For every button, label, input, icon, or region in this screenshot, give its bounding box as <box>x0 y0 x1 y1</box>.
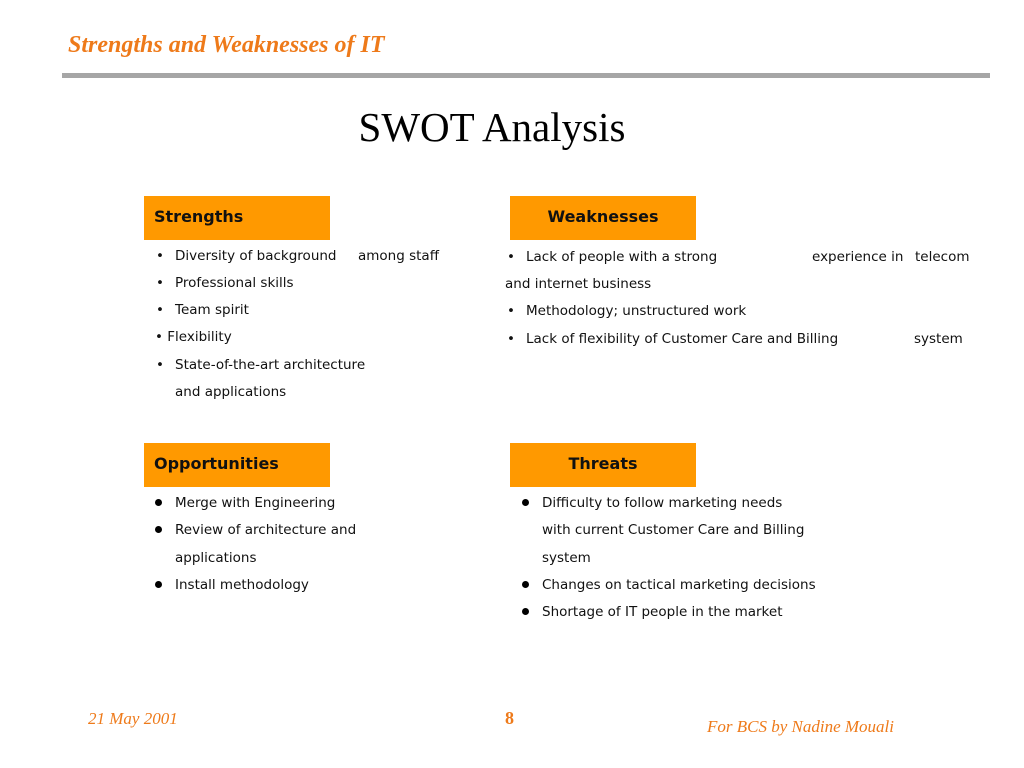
bullet-dot <box>522 499 529 506</box>
bullet: • <box>156 302 164 318</box>
opportunities-item-2: Review of architecture and <box>175 522 357 538</box>
threats-label: Threats <box>568 453 638 473</box>
weaknesses-label-box <box>510 196 696 240</box>
threats-item-3: Shortage of IT people in the market <box>542 604 783 620</box>
opportunities-label: Opportunities <box>154 453 279 473</box>
strengths-item-4: • Flexibility <box>155 329 232 345</box>
weaknesses-item-1-cont3: and internet business <box>505 276 652 292</box>
weaknesses-item-3-cont: system <box>914 331 963 347</box>
bullet-dot <box>155 526 162 533</box>
bullet: • <box>507 331 515 347</box>
weaknesses-item-2: Methodology; unstructured work <box>526 303 747 319</box>
footer-date: 21 May 2001 <box>88 709 178 728</box>
opportunities-label-box <box>144 443 330 487</box>
opportunities-item-2-cont: applications <box>175 550 257 566</box>
weaknesses-item-1: Lack of people with a strong <box>526 249 718 265</box>
bullet-dot <box>155 499 162 506</box>
threats-label-box <box>510 443 696 487</box>
page-number: 8 <box>505 708 514 728</box>
footer-credit: For BCS by Nadine Mouali <box>707 717 894 736</box>
weaknesses-item-1-cont: experience in <box>812 249 904 265</box>
strengths-label: Strengths <box>154 206 244 226</box>
bullet: • <box>507 303 515 319</box>
strengths-item-1: Diversity of background <box>175 248 337 264</box>
weaknesses-item-1-cont2: telecom <box>915 249 970 265</box>
bullet-dot <box>155 581 162 588</box>
bullet: • <box>156 248 164 264</box>
threats-item-1: Difficulty to follow marketing needs <box>542 495 783 511</box>
strengths-item-1-cont: among staff <box>358 248 439 264</box>
bullet-dot <box>522 581 529 588</box>
threats-item-1-cont2: system <box>542 550 591 566</box>
strengths-item-3: Team spirit <box>175 302 249 318</box>
bullet-dot <box>522 608 529 615</box>
header-title: Strengths and Weaknesses of IT <box>68 32 385 58</box>
opportunities-item-3: Install methodology <box>175 577 309 593</box>
strengths-label-box <box>144 196 330 240</box>
threats-item-2: Changes on tactical marketing decisions <box>542 577 816 593</box>
strengths-item-5: State-of-the-art architecture <box>175 357 366 373</box>
strengths-item-5-cont: and applications <box>175 384 287 400</box>
threats-item-1-cont: with current Customer Care and Billing <box>542 522 805 538</box>
bullet: • <box>507 249 515 265</box>
bullet: • <box>156 275 164 291</box>
bullet: • <box>156 357 164 373</box>
strengths-item-2: Professional skills <box>175 275 294 291</box>
weaknesses-item-3: Lack of flexibility of Customer Care and Billing <box>526 331 839 347</box>
header-divider <box>62 73 990 78</box>
opportunities-item-1: Merge with Engineering <box>175 495 336 511</box>
slide-title: SWOT Analysis <box>358 104 626 150</box>
weaknesses-label: Weaknesses <box>547 206 659 226</box>
